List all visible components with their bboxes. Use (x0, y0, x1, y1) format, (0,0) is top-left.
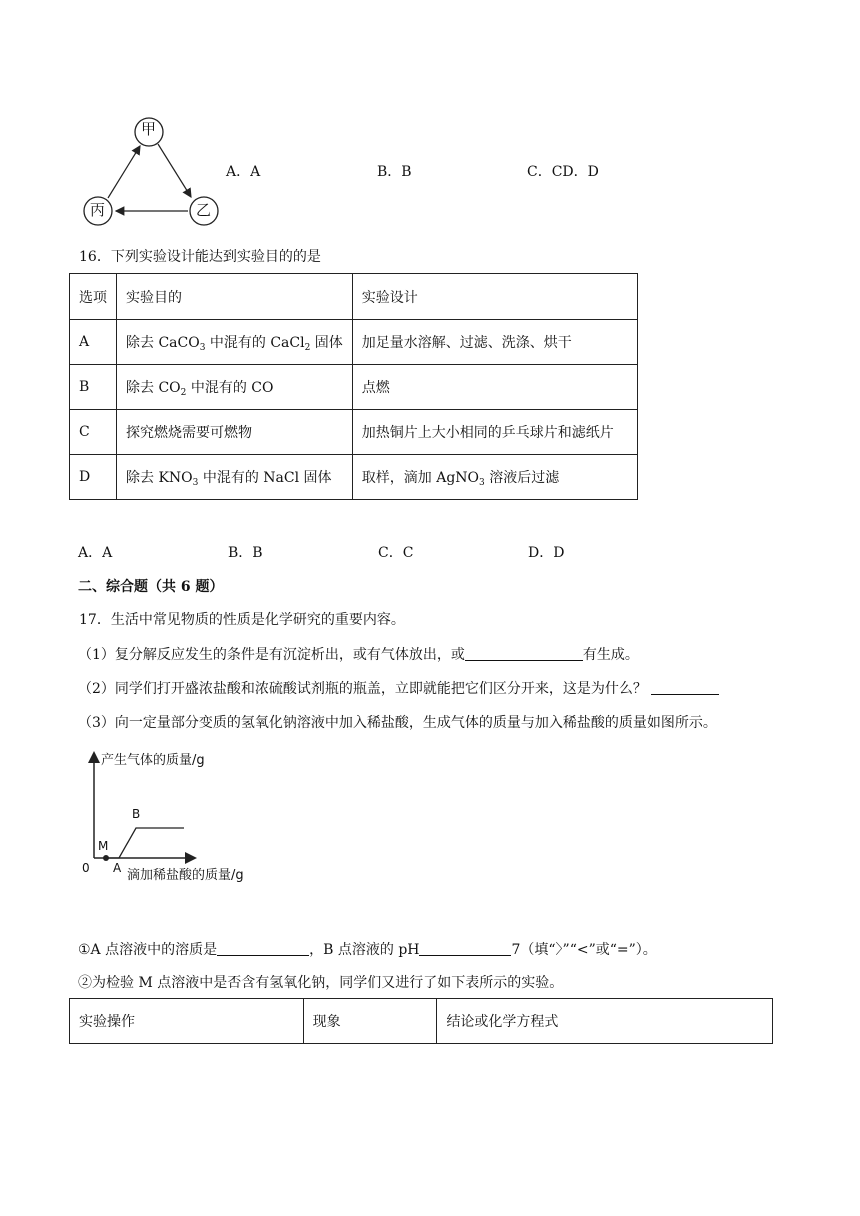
node-yi: 乙 (196, 201, 212, 219)
row-purpose: 除去 $KNO_3$ 中混有的 NaCl 固体 (117, 455, 353, 500)
row-design: 加热铜片上大小相同的乒乓球片和滤纸片 (352, 410, 637, 455)
header-phenomenon: 现象 (303, 999, 437, 1044)
header-design: 实验设计 (352, 274, 637, 320)
section-title: 二、综合题（共 6 题） (78, 579, 224, 595)
table-row (70, 410, 638, 455)
q17-sub2: ②为检验 M 点溶液中是否含有氢氧化钠，同学们又进行了如下表所示的实验。 (78, 975, 564, 991)
q15-option-cd: C．CD．D (527, 164, 599, 180)
q17-sub1: ①A 点溶液中的溶质是 ，B 点溶液的 pH 7（填“〉”“<”或“=”）。 (78, 942, 657, 958)
table-header-row (70, 274, 638, 320)
q16-option-b: B．B (228, 545, 263, 561)
q16-option-c: C．C (378, 545, 414, 561)
table-row (70, 365, 638, 410)
answer-blank[interactable] (465, 645, 583, 661)
arrow-jia-to-yi (158, 144, 191, 197)
row-option: A (70, 320, 117, 365)
q16-option-d: D．D (528, 545, 565, 561)
q17-part2: （2）同学们打开盛浓盐酸和浓硫酸试剂瓶的瓶盖，立即就能把它们区分开来，这是为什么？ (78, 679, 719, 699)
row-option: C (70, 410, 117, 455)
graph-xlabel: 滴加稀盐酸的质量/g (127, 868, 244, 883)
table-row (70, 455, 638, 500)
graph-point-b: B (132, 807, 141, 821)
q16-option-a: A．A (78, 545, 113, 561)
table-row (70, 320, 638, 365)
row-design: 点燃 (352, 365, 637, 410)
header-option: 选项 (70, 274, 117, 320)
row-option: B (70, 365, 117, 410)
header-conclusion: 结论或化学方程式 (437, 999, 773, 1044)
row-purpose: 探究燃烧需要可燃物 (117, 410, 353, 455)
q16-stem: 16．下列实验设计能达到实验目的的是 (79, 249, 321, 265)
answer-blank[interactable] (419, 940, 511, 956)
graph-origin: 0 (82, 861, 90, 875)
row-design: 取样，滴加 AgNO$_3$ 溶液后过滤 (352, 455, 637, 500)
curve-line (106, 828, 184, 858)
q17-part3: （3）向一定量部分变质的氢氧化钠溶液中加入稀盐酸，生成气体的质量与加入稀盐酸的质量如图所示。 (78, 715, 717, 731)
q17-part1: （1）复分解反应发生的条件是有沉淀析出，或有气体放出，或 有生成。 (78, 647, 639, 663)
node-jia: 甲 (141, 120, 157, 138)
q15-option-b: B．B (377, 164, 412, 180)
answer-blank[interactable] (651, 679, 719, 695)
q17-stem: 17．生活中常见物质的性质是化学研究的重要内容。 (79, 612, 405, 628)
answer-blank[interactable] (217, 940, 309, 956)
arrow-bing-to-jia (108, 146, 140, 198)
table-header-row (70, 999, 773, 1044)
header-operation: 实验操作 (70, 999, 304, 1044)
node-bing: 丙 (90, 201, 106, 219)
q16-table (69, 273, 638, 500)
header-purpose: 实验目的 (117, 274, 353, 320)
experiment-table (69, 998, 773, 1044)
q15-option-a: A．A (226, 164, 261, 180)
graph-point-a: A (113, 861, 122, 875)
row-option: D (70, 455, 117, 500)
row-design: 加足量水溶解、过滤、洗涤、烘干 (352, 320, 637, 365)
row-purpose: 除去 $CO_2$ 中混有的 CO (117, 365, 353, 410)
graph-ylabel: 产生气体的质量/g (101, 753, 205, 768)
row-purpose: 除去 CaCO$_3$ 中混有的 CaCl$_2$ 固体 (117, 320, 353, 365)
graph-point-m: M (98, 839, 109, 853)
